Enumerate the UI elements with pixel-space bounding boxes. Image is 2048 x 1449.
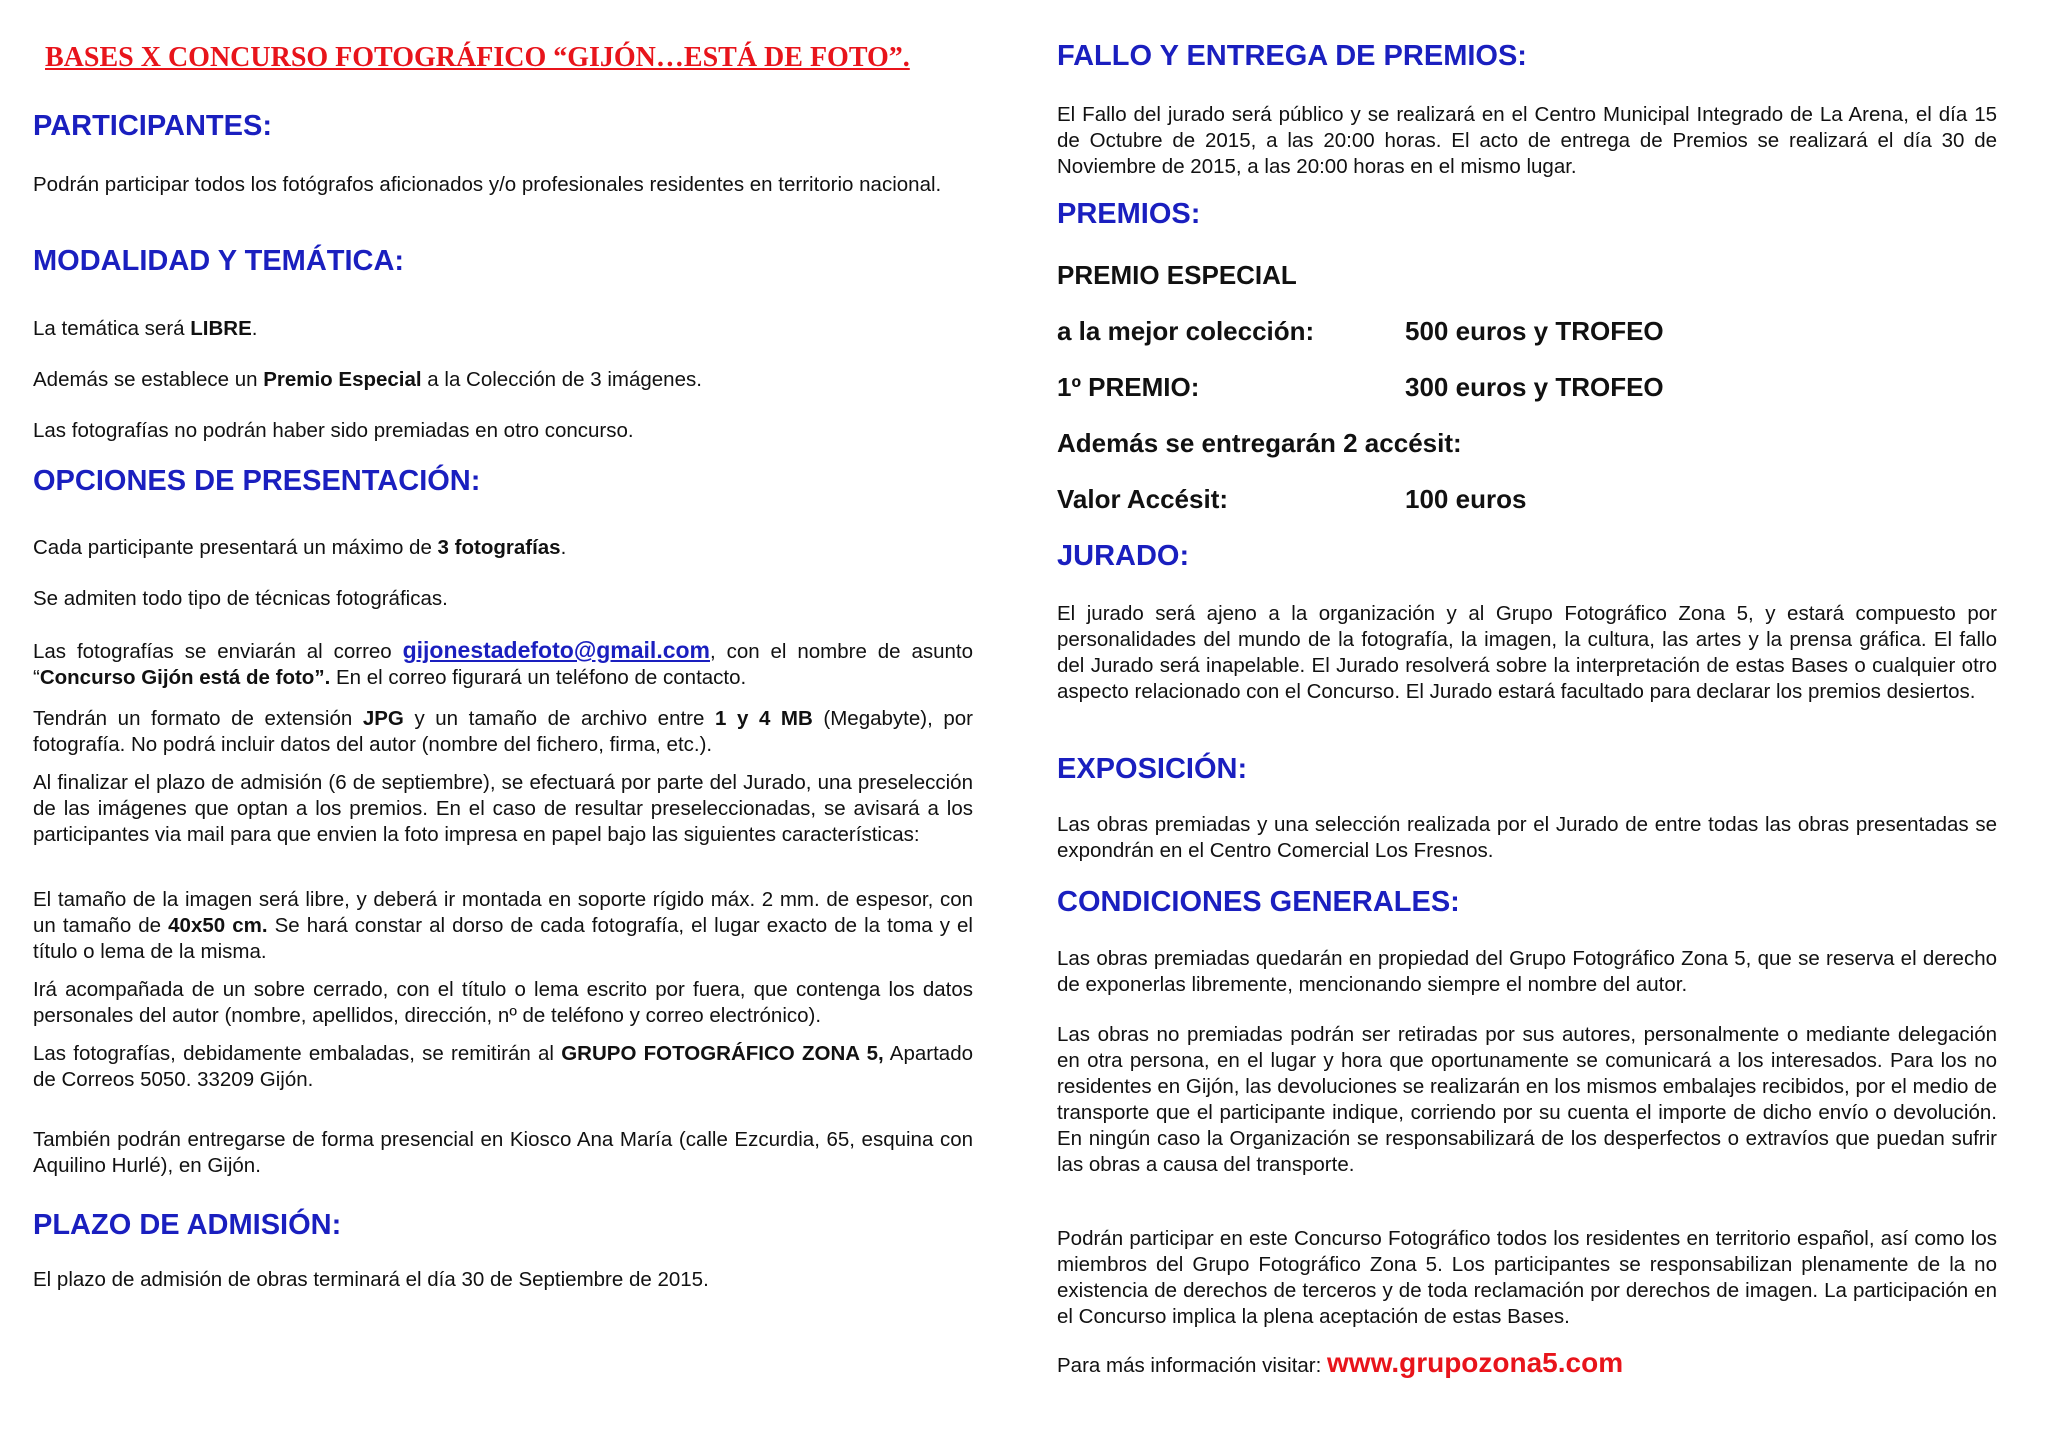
prize-row-primero xyxy=(1057,372,1664,403)
opciones-p4: Tendrán un formato de extensión JPG y un tamaño de archivo entre 1 y 4 MB (Megabyte), por fotografía. No podrá incluir datos del autor (nombre del fichero, firma, etc.). xyxy=(33,707,973,756)
heading-fallo: FALLO Y ENTREGA DE PREMIOS: xyxy=(1057,40,1527,72)
opciones-p9: También podrán entregarse de forma presencial en Kiosco Ana María (calle Ezcurdia, 65, esquina con Aquilino Hurlé), en Gijón. xyxy=(33,1128,973,1177)
email-link[interactable]: gijonestadefoto@gmail.com xyxy=(402,637,710,663)
condiciones-p1: Las obras premiadas quedarán en propiedad del Grupo Fotográfico Zona 5, que se reserva el derecho de exponerlas libremente, mencionando siempre el nombre del autor. xyxy=(1057,947,1997,996)
plazo-text: El plazo de admisión de obras terminará el día 30 de Septiembre de 2015. xyxy=(33,1268,709,1291)
modalidad-p1: La temática será LIBRE. xyxy=(33,317,258,340)
heading-participantes: PARTICIPANTES: xyxy=(33,110,272,142)
prize-row-accesit xyxy=(1057,484,1527,515)
prize-label: a la mejor colección: xyxy=(1057,316,1315,346)
modalidad-p3: Las fotografías no podrán haber sido premiadas en otro concurso. xyxy=(33,419,634,442)
condiciones-p3: Podrán participar en este Concurso Fotográfico todos los residentes en territorio español, así como los miembros del Grupo Fotográfico Zona 5. Los participantes se responsabilizan plenamente de la no existencia de derechos de terceros y de toda reclamación por derechos de imagen. La participación en el Concurso implica la plena aceptación de estas Bases. xyxy=(1057,1227,1997,1328)
opciones-p6: El tamaño de la imagen será libre, y deberá ir montada en soporte rígido máx. 2 mm. de espesor, con un tamaño de 40x50 cm. Se hará constar al dorso de cada fotografía, el lugar exacto de la toma y el título o lema de la misma. xyxy=(33,888,973,963)
prize-label: 1º PREMIO: xyxy=(1057,372,1200,402)
opciones-p3: Las fotografías se enviarán al correo gijonestadefoto@gmail.com, con el nombre de asunto “Concurso Gijón está de foto”. En el correo figurará un teléfono de contacto. xyxy=(33,637,973,689)
more-info: Para más información visitar: www.grupozona5.com xyxy=(1057,1347,1624,1378)
opciones-p2: Se admiten todo tipo de técnicas fotográficas. xyxy=(33,587,448,610)
heading-exposicion: EXPOSICIÓN: xyxy=(1057,753,1248,785)
modalidad-p2: Además se establece un Premio Especial a la Colección de 3 imágenes. xyxy=(33,368,702,391)
heading-premios: PREMIOS: xyxy=(1057,198,1201,230)
heading-modalidad: MODALIDAD Y TEMÁTICA: xyxy=(33,245,405,277)
document-title: BASES X CONCURSO FOTOGRÁFICO “GIJÓN…ESTÁ DE FOTO”. xyxy=(45,42,910,73)
heading-plazo: PLAZO DE ADMISIÓN: xyxy=(33,1209,342,1241)
prize-label: Valor Accésit: xyxy=(1057,484,1229,514)
participantes-text: Podrán participar todos los fotógrafos aficionados y/o profesionales residentes en territorio nacional. xyxy=(33,173,942,196)
opciones-p7: Irá acompañada de un sobre cerrado, con el título o lema escrito por fuera, que contenga los datos personales del autor (nombre, apellidos, dirección, nº de teléfono y correo electrónico). xyxy=(33,978,973,1027)
condiciones-p2: Las obras no premiadas podrán ser retiradas por sus autores, personalmente o mediante delegación en otra persona, en el lugar y hora que oportunamente se comunicará a los interesados. Para los no residentes en Gijón, las devoluciones se realizarán en los mismos embalajes recibidos, por el medio de transporte que el participante indique, corriendo por su cuenta el importe de dicho envío o devolución. En ningún caso la Organización se responsabilizará de los desperfectos o extravíos que puedan sufrir las obras a causa del transporte. xyxy=(1057,1023,1997,1176)
jurado-text: El jurado será ajeno a la organización y al Grupo Fotográfico Zona 5, y estará compuesto por personalidades del mundo de la fotografía, la imagen, la cultura, las artes y la prensa gráfica. El fallo del Jurado será inapelable. El Jurado resolverá sobre la interpretación de estas Bases o cualquier otro aspecto relacionado con el Concurso. El Jurado estará facultado para declarar los premios desiertos. xyxy=(1057,602,1997,703)
prize-value: 300 euros y TROFEO xyxy=(1405,372,1664,402)
premio-especial: PREMIO ESPECIAL xyxy=(1057,260,1297,290)
heading-opciones: OPCIONES DE PRESENTACIÓN: xyxy=(33,465,481,497)
opciones-p5: Al finalizar el plazo de admisión (6 de septiembre), se efectuará por parte del Jurado, una preselección de las imágenes que optan a los premios. En el caso de resultar preseleccionadas, se avisará a los participantes via mail para que envien la foto impresa en papel bajo las siguientes características: xyxy=(33,771,973,846)
prize-value: 100 euros xyxy=(1405,484,1527,514)
opciones-p8: Las fotografías, debidamente embaladas, se remitirán al GRUPO FOTOGRÁFICO ZONA 5, Apartado de Correos 5050. 33209 Gijón. xyxy=(33,1042,973,1091)
heading-jurado: JURADO: xyxy=(1057,540,1190,572)
prize-value: 500 euros y TROFEO xyxy=(1405,316,1664,346)
opciones-p1: Cada participante presentará un máximo de 3 fotografías. xyxy=(33,536,567,559)
website-link[interactable]: www.grupozona5.com xyxy=(1327,1347,1624,1378)
prize-row-coleccion xyxy=(1057,316,1664,347)
accesit-note: Además se entregarán 2 accésit: xyxy=(1057,428,1462,458)
fallo-text: El Fallo del jurado será público y se realizará en el Centro Municipal Integrado de La Arena, el día 15 de Octubre de 2015, a las 20:00 horas. El acto de entrega de Premios se realizará el día 30 de Noviembre de 2015, a las 20:00 horas en el mismo lugar. xyxy=(1057,103,1997,178)
exposicion-text: Las obras premiadas y una selección realizada por el Jurado de entre todas las obras presentadas se expondrán en el Centro Comercial Los Fresnos. xyxy=(1057,813,1997,862)
heading-condiciones: CONDICIONES GENERALES: xyxy=(1057,886,1460,918)
